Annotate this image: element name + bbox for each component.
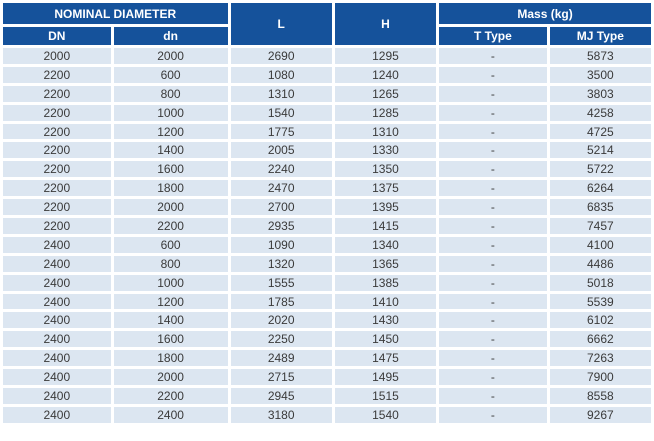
table-cell: 1000 (114, 105, 228, 121)
table-cell: 2200 (3, 67, 111, 83)
table-cell: 5873 (550, 48, 651, 64)
table-cell: 6662 (550, 331, 651, 347)
table-cell: - (439, 124, 547, 140)
header-h: H (335, 3, 436, 45)
table-cell: 2200 (3, 199, 111, 215)
table-row (3, 294, 651, 310)
table-cell: 1540 (231, 105, 332, 121)
table-cell: 1540 (335, 407, 436, 423)
table-cell: 2200 (114, 218, 228, 234)
table-cell: 1475 (335, 350, 436, 366)
table-cell: 1430 (335, 312, 436, 328)
table-cell: 3180 (231, 407, 332, 423)
table-cell: 2200 (3, 161, 111, 177)
header-mass-kg: Mass (kg) (439, 3, 651, 24)
table-cell: 1200 (114, 124, 228, 140)
table-row (3, 237, 651, 253)
table-cell: 2400 (3, 350, 111, 366)
table-cell: 2000 (114, 199, 228, 215)
table-cell: 2400 (3, 407, 111, 423)
table-cell: 4486 (550, 256, 651, 272)
table-cell: - (439, 312, 547, 328)
table-cell: 1410 (335, 294, 436, 310)
table-cell: 2690 (231, 48, 332, 64)
table-cell: 1240 (335, 67, 436, 83)
table-cell: 2005 (231, 142, 332, 158)
table-cell: 1415 (335, 218, 436, 234)
table-cell: 7263 (550, 350, 651, 366)
table-row (3, 369, 651, 385)
table-cell: 600 (114, 67, 228, 83)
table-cell: 2400 (3, 369, 111, 385)
table-row (3, 86, 651, 102)
table-cell: - (439, 86, 547, 102)
table-row (3, 142, 651, 158)
table-row (3, 67, 651, 83)
table-cell: 2250 (231, 331, 332, 347)
table-row (3, 199, 651, 215)
table-cell: - (439, 407, 547, 423)
table-cell: 2200 (3, 105, 111, 121)
table-cell: 2400 (3, 237, 111, 253)
table-cell: - (439, 67, 547, 83)
table-cell: 800 (114, 86, 228, 102)
table-cell: 1000 (114, 275, 228, 291)
table-row (3, 388, 651, 404)
table-cell: 1375 (335, 180, 436, 196)
table-cell: 1800 (114, 180, 228, 196)
table-cell: - (439, 105, 547, 121)
table-cell: - (439, 180, 547, 196)
table-cell: 4258 (550, 105, 651, 121)
table-cell: 5018 (550, 275, 651, 291)
table-cell: 6835 (550, 199, 651, 215)
table-cell: 1320 (231, 256, 332, 272)
table-row (3, 218, 651, 234)
header-t-type: T Type (439, 27, 547, 45)
table-cell: - (439, 294, 547, 310)
table-row (3, 331, 651, 347)
table-cell: 1310 (335, 124, 436, 140)
table-cell: 2400 (114, 407, 228, 423)
table-cell: 1600 (114, 331, 228, 347)
header-l: L (231, 3, 332, 45)
table-cell: 2715 (231, 369, 332, 385)
table-cell: 1365 (335, 256, 436, 272)
table-cell: 1385 (335, 275, 436, 291)
table-cell: 1265 (335, 86, 436, 102)
table-cell: 3500 (550, 67, 651, 83)
table-row (3, 350, 651, 366)
table-cell: 1350 (335, 161, 436, 177)
table-cell: 8558 (550, 388, 651, 404)
table-cell: 1515 (335, 388, 436, 404)
table-cell: 2200 (3, 142, 111, 158)
table-row (3, 180, 651, 196)
header-nominal-diameter: NOMINAL DIAMETER (3, 3, 228, 24)
header-dn-small: dn (114, 27, 228, 45)
table-cell: 2945 (231, 388, 332, 404)
table-cell: 1555 (231, 275, 332, 291)
table-cell: 1785 (231, 294, 332, 310)
table-cell: 1340 (335, 237, 436, 253)
table-cell: - (439, 142, 547, 158)
table-cell: 2000 (3, 48, 111, 64)
table-cell: 1330 (335, 142, 436, 158)
table-cell: - (439, 369, 547, 385)
table-cell: - (439, 218, 547, 234)
table-cell: - (439, 161, 547, 177)
table-cell: 2240 (231, 161, 332, 177)
table-cell: - (439, 350, 547, 366)
table-cell: 2200 (3, 218, 111, 234)
table-cell: - (439, 388, 547, 404)
table-cell: 1200 (114, 294, 228, 310)
table-row (3, 256, 651, 272)
table-cell: 4100 (550, 237, 651, 253)
table-cell: 2200 (3, 124, 111, 140)
table-cell: 1400 (114, 142, 228, 158)
table-cell: 1285 (335, 105, 436, 121)
table-cell: 1395 (335, 199, 436, 215)
table-cell: - (439, 256, 547, 272)
table-cell: 6264 (550, 180, 651, 196)
table-cell: 5722 (550, 161, 651, 177)
table-row (3, 312, 651, 328)
table-cell: 7900 (550, 369, 651, 385)
table-cell: 800 (114, 256, 228, 272)
table-cell: 2489 (231, 350, 332, 366)
table-cell: - (439, 199, 547, 215)
table-cell: 3803 (550, 86, 651, 102)
table-cell: 1090 (231, 237, 332, 253)
table-row (3, 48, 651, 64)
table-cell: 4725 (550, 124, 651, 140)
table-cell: 9267 (550, 407, 651, 423)
table-cell: 2200 (3, 180, 111, 196)
table-cell: 2470 (231, 180, 332, 196)
table-body (3, 48, 651, 423)
table-cell: 5214 (550, 142, 651, 158)
table-cell: 2400 (3, 331, 111, 347)
table-cell: 1295 (335, 48, 436, 64)
table-cell: - (439, 275, 547, 291)
table-cell: 6102 (550, 312, 651, 328)
table-row (3, 161, 651, 177)
header-mj-type: MJ Type (550, 27, 651, 45)
table-cell: - (439, 331, 547, 347)
header-group-row (3, 3, 651, 24)
table-cell: 2400 (3, 275, 111, 291)
table-cell: 2400 (3, 294, 111, 310)
table-cell: - (439, 237, 547, 253)
table-cell: 1775 (231, 124, 332, 140)
table-cell: 2400 (3, 312, 111, 328)
table-cell: 1800 (114, 350, 228, 366)
table-cell: 1400 (114, 312, 228, 328)
table-cell: 2000 (114, 48, 228, 64)
table-row (3, 275, 651, 291)
table-cell: 7457 (550, 218, 651, 234)
table-header (3, 3, 651, 45)
table-row (3, 105, 651, 121)
table-row (3, 124, 651, 140)
table-cell: 2700 (231, 199, 332, 215)
table-cell: 1310 (231, 86, 332, 102)
table-cell: 1495 (335, 369, 436, 385)
table-cell: 2400 (3, 388, 111, 404)
table-cell: 1080 (231, 67, 332, 83)
table-cell: 5539 (550, 294, 651, 310)
table-cell: 1450 (335, 331, 436, 347)
table-cell: 2400 (3, 256, 111, 272)
table-cell: 1600 (114, 161, 228, 177)
table-cell: 2935 (231, 218, 332, 234)
table-cell: 600 (114, 237, 228, 253)
table-row (3, 407, 651, 423)
table-cell: 2200 (114, 388, 228, 404)
table-cell: - (439, 48, 547, 64)
table-cell: 2000 (114, 369, 228, 385)
table-cell: 2020 (231, 312, 332, 328)
table-cell: 2200 (3, 86, 111, 102)
header-dn: DN (3, 27, 111, 45)
